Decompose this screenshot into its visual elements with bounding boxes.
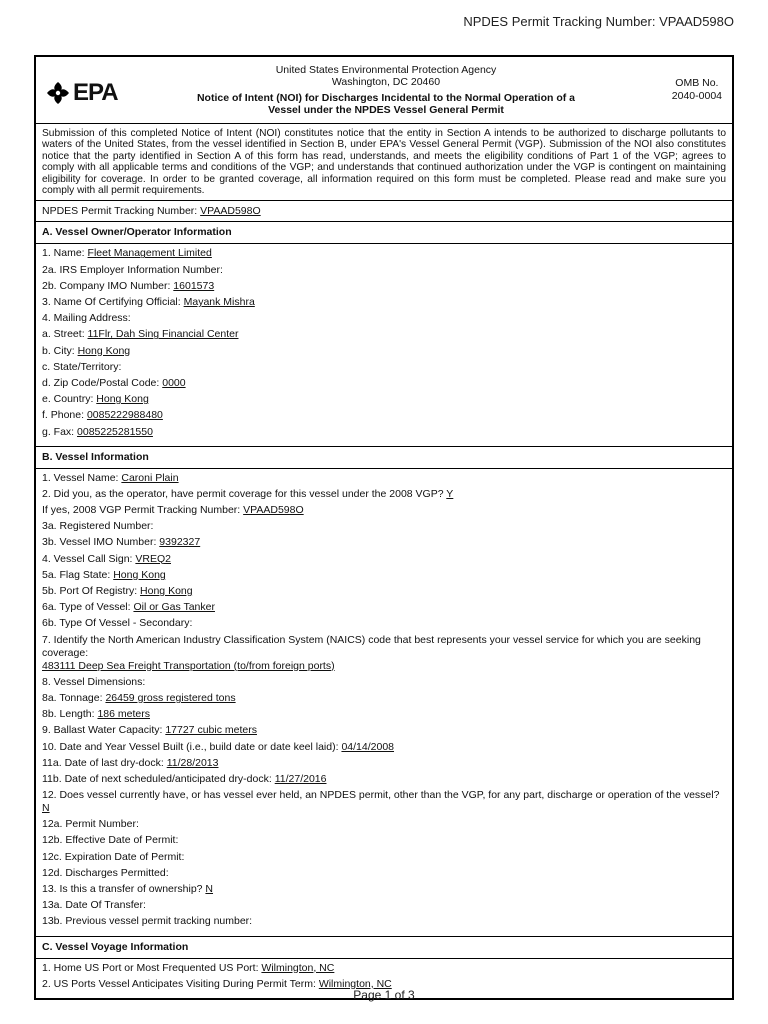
- field-value: 186 meters: [97, 708, 150, 721]
- form-field: [42, 472, 726, 485]
- field-value: 0085225281550: [77, 425, 153, 438]
- form-field: [42, 488, 726, 501]
- field-label: 1. Vessel Name:: [42, 471, 122, 484]
- form-title-line1: Notice of Intent (NOI) for Discharges Incidental to the Normal Operation of a: [196, 92, 576, 104]
- field-label: 3. Name Of Certifying Official:: [42, 296, 184, 308]
- field-value: 0000: [162, 376, 186, 389]
- form-field: [42, 361, 726, 374]
- form-field: [42, 296, 726, 309]
- form-field: [42, 818, 726, 831]
- field-label: 8a. Tonnage:: [42, 691, 106, 704]
- field-label: 12c. Expiration Date of Permit:: [42, 850, 185, 863]
- tracking-number-row: [36, 201, 732, 222]
- field-value: 11/28/2013: [166, 756, 219, 769]
- field-label: 8. Vessel Dimensions:: [42, 675, 146, 688]
- form-field: [42, 264, 726, 277]
- omb-number: [672, 77, 722, 103]
- field-value: VPAAD598O: [243, 504, 304, 517]
- tracking-number-value: VPAAD598O: [200, 205, 261, 218]
- field-label: 4. Mailing Address:: [42, 312, 131, 325]
- form-title: [176, 92, 596, 116]
- field-label: 2. Did you, as the operator, have permit coverage for this vessel under the 2008 VGP?: [42, 487, 447, 500]
- form-field: [42, 328, 726, 341]
- field-value: Caroni Plain: [121, 471, 179, 484]
- field-label: 1. Name:: [42, 247, 88, 260]
- form-field: [42, 724, 726, 737]
- field-label: 4. Vessel Call Sign:: [42, 552, 136, 565]
- form-header: [36, 57, 732, 124]
- form-field: [42, 520, 726, 533]
- field-label: b. City:: [42, 344, 78, 357]
- omb-label: OMB No.: [675, 77, 719, 89]
- epa-flower-icon: [46, 81, 70, 105]
- form-field: [42, 426, 726, 439]
- intro-paragraph: Submission of this completed Notice of Intent (NOI) constitutes notice that the entity in Section A intends to be authorized to discharge pollutants to waters of the United States, from the vessel identified in Section B, under EPA's Vessel General Permit (VGP). Submission of the NOI also constitutes notice that the party identified in Section A of this form has read, understands, and meets the eligibility conditions of Part 1 of the VGP; agrees to comply with all applicable terms and conditions of the VGP; and understands that continued authorization under the VGP is contingent on maintaining eligibility for coverage. In order to be granted coverage, all information required on this form must be completed. Please read and make sure you comply with all permit requirements.: [36, 124, 732, 201]
- epa-logo: [46, 79, 118, 107]
- form-field: [42, 617, 726, 630]
- form-field: [42, 601, 726, 614]
- field-label: a. Street:: [42, 328, 88, 341]
- field-label: d. Zip Code/Postal Code:: [42, 376, 163, 389]
- field-label: 9. Ballast Water Capacity:: [42, 724, 166, 737]
- form-field: [42, 409, 726, 422]
- field-value: Fleet Management Limited: [87, 247, 212, 260]
- field-label: 12b. Effective Date of Permit:: [42, 834, 179, 847]
- form-field: [42, 504, 726, 517]
- form-field: [42, 569, 726, 582]
- field-value: Hong Kong: [113, 568, 166, 581]
- field-label: 12a. Permit Number:: [42, 818, 139, 831]
- page-header-tracking: NPDES Permit Tracking Number: VPAAD598O: [463, 14, 734, 29]
- field-value: 0085222988480: [86, 409, 163, 422]
- field-value: 04/14/2008: [341, 740, 395, 753]
- section-a-title: A. Vessel Owner/Operator Information: [36, 222, 732, 244]
- field-label: 7. Identify the North American Industry Classification System (NAICS) code that best represents your vessel service for which you are seeking coverage:: [42, 633, 701, 659]
- field-label: 2. US Ports Vessel Anticipates Visiting During Permit Term:: [42, 977, 319, 990]
- form-title-line2: Vessel under the NPDES Vessel General Permit: [268, 104, 504, 116]
- agency-block: [176, 64, 596, 116]
- form-field: [42, 899, 726, 912]
- form-field: [42, 676, 726, 689]
- form-field: [42, 536, 726, 549]
- field-value: 26459 gross registered tons: [105, 691, 236, 704]
- field-label: 5b. Port Of Registry:: [42, 585, 141, 597]
- epa-logo-text: EPA: [73, 79, 118, 106]
- form-field: [42, 345, 726, 358]
- field-label: 13b. Previous vessel permit tracking number:: [42, 915, 253, 928]
- section-b-fields: [36, 469, 732, 936]
- field-label: e. Country:: [42, 393, 97, 406]
- form-field: [42, 773, 726, 786]
- field-label: 10. Date and Year Vessel Built (i.e., build date or date keel laid):: [42, 740, 342, 753]
- form-field: [42, 247, 726, 260]
- field-value: Hong Kong: [77, 344, 131, 357]
- field-label: 12d. Discharges Permitted:: [42, 866, 169, 879]
- field-label: 8b. Length:: [42, 708, 98, 721]
- field-label: 11b. Date of next scheduled/anticipated dry-dock:: [42, 772, 275, 785]
- field-label: 3b. Vessel IMO Number:: [42, 536, 160, 549]
- omb-value: 2040-0004: [671, 90, 722, 102]
- field-label: 13a. Date Of Transfer:: [42, 899, 146, 912]
- form-field: [42, 962, 726, 975]
- form-field: [42, 692, 726, 705]
- field-value: 1601573: [173, 279, 215, 292]
- form-field: [42, 377, 726, 390]
- form-field: [42, 757, 726, 770]
- field-label: 1. Home US Port or Most Frequented US Port:: [42, 961, 262, 974]
- field-value: 17727 cubic meters: [165, 724, 257, 737]
- form-field: [42, 585, 726, 598]
- field-label: 3a. Registered Number:: [42, 520, 154, 533]
- field-value: Y: [446, 487, 454, 500]
- field-label: 2a. IRS Employer Information Number:: [42, 263, 223, 276]
- field-label: 11a. Date of last dry-dock:: [42, 756, 167, 769]
- agency-name: United States Environmental Protection Agency: [275, 64, 497, 76]
- field-label: If yes, 2008 VGP Permit Tracking Number:: [42, 504, 244, 517]
- field-label: 5a. Flag State:: [42, 568, 114, 581]
- form-field: [42, 553, 726, 566]
- field-value: VREQ2: [135, 552, 171, 565]
- field-value: 9392327: [159, 536, 201, 549]
- field-value: Hong Kong: [96, 393, 149, 406]
- form-field: [42, 634, 726, 673]
- form-field: [42, 867, 726, 880]
- field-value: Hong Kong: [140, 585, 193, 597]
- form-field: [42, 393, 726, 406]
- field-label: c. State/Territory:: [42, 360, 122, 373]
- field-value: Wilmington, NC: [318, 977, 392, 990]
- section-c-title: C. Vessel Voyage Information: [36, 937, 732, 959]
- form-field: [42, 741, 726, 754]
- field-value: Oil or Gas Tanker: [133, 601, 215, 614]
- section-b-title: B. Vessel Information: [36, 447, 732, 469]
- form-field: [42, 834, 726, 847]
- field-label: 6b. Type Of Vessel - Secondary:: [42, 617, 193, 630]
- field-value: Wilmington, NC: [261, 961, 335, 974]
- section-a: [36, 222, 732, 446]
- field-value: N: [42, 802, 50, 815]
- field-value: 11Flr, Dah Sing Financial Center: [87, 328, 239, 341]
- form-field: [42, 883, 726, 896]
- tracking-number-label: NPDES Permit Tracking Number:: [42, 205, 201, 218]
- field-label: 12. Does vessel currently have, or has vessel ever held, an NPDES permit, other than the VGP, for any part, discharge or operation of the vessel?: [42, 789, 720, 802]
- field-value: N: [205, 883, 214, 895]
- noi-form: [34, 55, 734, 1000]
- field-label: f. Phone:: [42, 409, 87, 422]
- field-value: Mayank Mishra: [183, 296, 255, 308]
- field-label: 2b. Company IMO Number:: [42, 279, 174, 292]
- agency-address: Washington, DC 20460: [331, 76, 441, 88]
- field-label: 13. Is this a transfer of ownership?: [42, 883, 206, 895]
- form-field: [42, 851, 726, 864]
- field-label: 6a. Type of Vessel:: [42, 601, 134, 614]
- form-field: [42, 708, 726, 721]
- field-value: 483111 Deep Sea Freight Transportation (to/from foreign ports): [42, 659, 335, 672]
- form-field: [42, 915, 726, 928]
- form-field: [42, 312, 726, 325]
- form-field: [42, 280, 726, 293]
- section-b: [36, 447, 732, 937]
- section-a-fields: [36, 244, 732, 445]
- page-number: Page 1 of 3: [353, 988, 415, 1002]
- form-field: [42, 789, 726, 815]
- field-label: g. Fax:: [42, 425, 78, 438]
- field-value: 11/27/2016: [274, 772, 327, 785]
